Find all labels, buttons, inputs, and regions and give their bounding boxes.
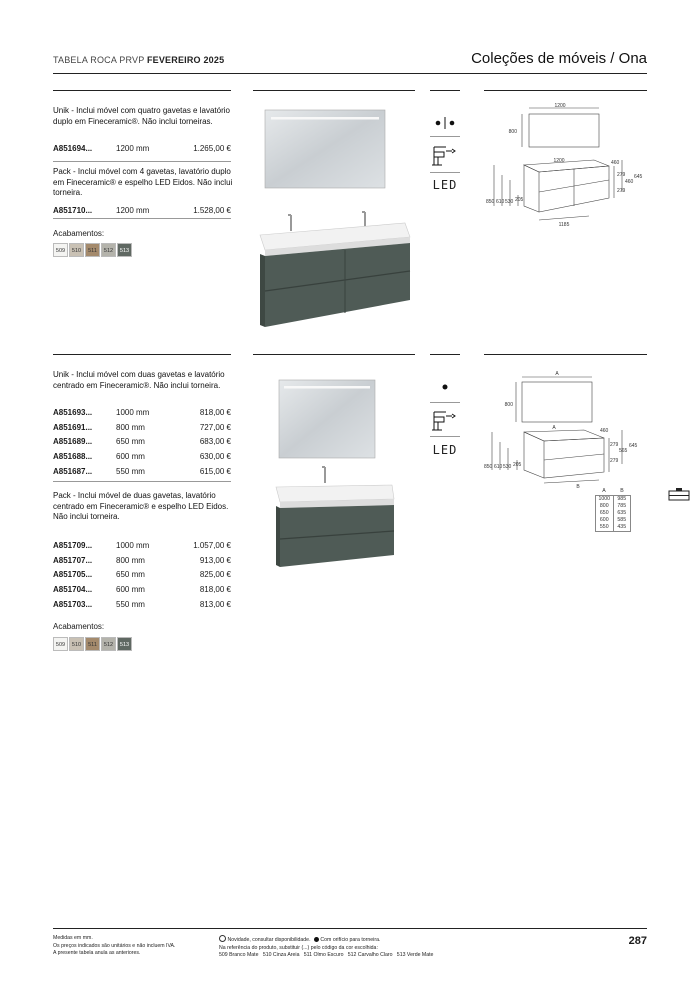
header-catalog-title bbox=[53, 55, 224, 65]
footer-note-1: Medidas em mm. bbox=[53, 935, 93, 941]
finish-swatch-511: 511 bbox=[85, 637, 100, 651]
footer-notes bbox=[53, 935, 175, 958]
s1-divider-photo bbox=[253, 90, 415, 91]
dimension-table bbox=[595, 488, 631, 532]
price-row bbox=[53, 144, 231, 154]
product-price: 683,00 € bbox=[199, 437, 231, 447]
product-code: A851705... bbox=[53, 570, 93, 580]
legend-color-codes: 509 Branco Mate 510 Cinza Areia 511 Olmo Escuro 512 Carvalho Claro 513 Verde Mate bbox=[219, 952, 434, 958]
product-price: 825,00 € bbox=[199, 570, 231, 580]
product-size: 650 mm bbox=[116, 570, 145, 580]
s2-divider-text bbox=[53, 354, 231, 355]
product-size: 800 mm bbox=[116, 422, 145, 432]
page-number: 287 bbox=[628, 935, 647, 947]
dim-h4: 205 bbox=[515, 197, 524, 203]
header-title-date: FEVEREIRO 2025 bbox=[146, 55, 225, 65]
faucet-hole-icon bbox=[314, 937, 319, 942]
product-size: 1200 mm bbox=[116, 144, 150, 153]
s1-product-photo bbox=[255, 105, 415, 335]
product-code: A851688... bbox=[53, 452, 93, 462]
legend-new: Novidade, consultar disponibilidade. bbox=[227, 937, 311, 943]
header-divider bbox=[53, 73, 647, 74]
product-price: 1.057,00 € bbox=[193, 541, 231, 550]
s2-finish-swatches bbox=[53, 637, 133, 651]
dim-s2: 645 bbox=[634, 174, 643, 180]
faucet-left bbox=[288, 215, 291, 231]
two-holes-icon bbox=[430, 112, 460, 137]
table-cell: 635 bbox=[617, 510, 627, 516]
finish-swatch-513: 513 bbox=[117, 637, 132, 651]
table-row bbox=[596, 496, 630, 503]
product-size: 550 mm bbox=[116, 466, 145, 476]
table-cell: 435 bbox=[617, 524, 627, 530]
s2-product-photo bbox=[270, 375, 400, 585]
price-row bbox=[53, 556, 231, 566]
footer-legend bbox=[219, 935, 549, 960]
table-row bbox=[596, 503, 630, 510]
finish-swatch-513: 513 bbox=[117, 243, 132, 257]
s1-row-divider bbox=[53, 161, 231, 162]
price-row bbox=[53, 408, 231, 418]
dim-s4: 279 bbox=[610, 458, 619, 464]
price-row bbox=[53, 423, 231, 433]
footer-note-2: Os preços indicados são unitários e não incluem IVA. bbox=[53, 942, 176, 949]
product-code: A851694... bbox=[53, 144, 93, 153]
product-price: 615,00 € bbox=[199, 466, 231, 476]
footer-divider bbox=[53, 928, 647, 929]
wall-mount-icon bbox=[430, 408, 460, 439]
dim-mirror-width: 1200 bbox=[554, 103, 566, 109]
product-size: 1000 mm bbox=[116, 541, 150, 550]
s2-divider-photo bbox=[253, 354, 415, 355]
product-size: 800 mm bbox=[116, 555, 145, 565]
washbasin bbox=[276, 485, 394, 502]
price-row bbox=[53, 585, 231, 595]
dim-h1: 850 bbox=[484, 464, 493, 470]
dim-inner: 1185 bbox=[558, 222, 570, 228]
footer-note-3: A presente tabela anula as anteriores. bbox=[53, 950, 141, 956]
dim-s3: 460 bbox=[625, 179, 634, 185]
product-code: A851693... bbox=[53, 408, 93, 417]
dim-h4: 205 bbox=[513, 462, 522, 468]
dim-h2: 610 bbox=[494, 464, 503, 470]
s1-row-divider-2 bbox=[53, 218, 231, 219]
dim-h3: 530 bbox=[503, 464, 512, 470]
table-cell: 785 bbox=[617, 503, 627, 509]
finish-swatch-511: 511 bbox=[85, 243, 100, 257]
s2-divider-icons bbox=[430, 354, 460, 355]
product-size: 600 mm bbox=[116, 585, 145, 595]
product-code: A851704... bbox=[53, 585, 93, 595]
product-price: 727,00 € bbox=[199, 422, 231, 432]
price-row bbox=[53, 437, 231, 447]
dim-b: B bbox=[576, 484, 580, 490]
dim-depth: 460 bbox=[611, 160, 620, 166]
finish-swatch-512: 512 bbox=[101, 637, 116, 651]
furniture-tab-icon bbox=[668, 486, 690, 504]
product-size: 550 mm bbox=[116, 599, 145, 609]
product-size: 650 mm bbox=[116, 437, 145, 447]
product-price: 813,00 € bbox=[199, 599, 231, 609]
vanity-cabinet bbox=[265, 243, 410, 327]
dim-h2: 610 bbox=[496, 199, 505, 205]
price-row bbox=[53, 452, 231, 462]
drawing-mirror bbox=[529, 114, 599, 147]
price-row bbox=[53, 467, 231, 477]
page-title: Coleções de móveis / Ona bbox=[471, 50, 647, 67]
header-title-plain: TABELA ROCA PRVP bbox=[53, 55, 147, 65]
s1-divider-icons bbox=[430, 90, 460, 91]
new-item-icon bbox=[219, 935, 226, 942]
table-row bbox=[596, 517, 630, 524]
s1-unik-description: Unik - Inclui móvel com quatro gavetas e lavatório duplo em Fineceramic®. Não inclui torneiras. bbox=[53, 106, 230, 126]
led-icon: LED bbox=[432, 178, 458, 192]
dim-s1: 279 bbox=[617, 172, 626, 178]
wall-mount-icon bbox=[430, 143, 460, 174]
legend-faucet-hole: Com orifício para torneira. bbox=[320, 937, 381, 943]
s2-pack-description: Pack - Inclui móvel de duas gavetas, lavatório centrado em Fineceramic® e espelho LED Eidos. Não inclui torneira. bbox=[53, 491, 229, 521]
table-cell: 600 bbox=[596, 517, 614, 524]
table-header-cell: A bbox=[602, 488, 606, 494]
finish-swatch-512: 512 bbox=[101, 243, 116, 257]
mirror bbox=[279, 380, 375, 458]
price-row bbox=[53, 206, 231, 216]
product-code: A851689... bbox=[53, 437, 93, 447]
dim-s4: 279 bbox=[617, 188, 626, 194]
product-size: 1200 mm bbox=[116, 206, 150, 215]
table-cell: 550 bbox=[596, 524, 614, 531]
product-code: A851710... bbox=[53, 206, 93, 215]
dim-h1: 850 bbox=[486, 199, 495, 205]
product-price: 1.265,00 € bbox=[193, 144, 231, 153]
product-code: A851707... bbox=[53, 555, 93, 565]
dim-h3: 530 bbox=[505, 199, 514, 205]
product-size: 600 mm bbox=[116, 452, 145, 462]
product-price: 630,00 € bbox=[199, 452, 231, 462]
led-strip bbox=[284, 386, 370, 389]
s1-finish-swatches bbox=[53, 243, 133, 257]
legend-substitute: Na referência do produto, substituir (...) pelo código da cor escolhida: bbox=[219, 944, 378, 951]
table-cell: 650 bbox=[596, 510, 614, 517]
s2-unik-description: Unik - Inclui móvel com duas gavetas e lavatório centrado em Fineceramic®. Não inclui torneira. bbox=[53, 370, 225, 390]
vanity-cabinet bbox=[280, 505, 394, 567]
table-row bbox=[596, 510, 630, 517]
table-cell: 1000 bbox=[596, 496, 614, 503]
product-code: A851691... bbox=[53, 422, 93, 432]
faucet bbox=[322, 467, 325, 483]
s2-finishes-label: Acabamentos: bbox=[53, 622, 105, 631]
finish-swatch-510: 510 bbox=[69, 243, 84, 257]
s1-pack-description: Pack - Inclui móvel com 4 gavetas, lavatório duplo em Fineceramic® e espelho LED Eidos. Não inclui torneira. bbox=[53, 167, 233, 197]
finish-swatch-509: 509 bbox=[53, 243, 68, 257]
dim-mirror-height: 800 bbox=[504, 402, 513, 408]
s2-row-divider bbox=[53, 481, 231, 482]
s2-divider-drawing bbox=[484, 354, 647, 355]
product-code: A851703... bbox=[53, 599, 93, 609]
price-row bbox=[53, 570, 231, 580]
product-price: 913,00 € bbox=[199, 555, 231, 565]
price-row bbox=[53, 600, 231, 610]
dimension-table-body bbox=[595, 495, 631, 532]
dim-s1: 279 bbox=[610, 442, 619, 448]
product-code: A851709... bbox=[53, 541, 93, 550]
table-cell: 800 bbox=[596, 503, 614, 510]
table-cell: 585 bbox=[617, 517, 627, 523]
one-hole-icon bbox=[430, 376, 460, 401]
s1-finishes-label: Acabamentos: bbox=[53, 229, 105, 238]
dim-s3: 565 bbox=[619, 448, 628, 454]
led-icon: LED bbox=[432, 443, 458, 457]
mirror bbox=[265, 110, 385, 188]
table-row bbox=[596, 524, 630, 531]
dim-a-mid: A bbox=[552, 425, 556, 431]
dim-top-width: 1200 bbox=[553, 158, 565, 164]
product-price: 818,00 € bbox=[199, 585, 231, 595]
product-price: 818,00 € bbox=[199, 408, 231, 417]
finish-swatch-510: 510 bbox=[69, 637, 84, 651]
product-size: 1000 mm bbox=[116, 408, 150, 417]
price-row bbox=[53, 541, 231, 551]
table-header-cell: B bbox=[620, 488, 624, 494]
s1-technical-drawing bbox=[484, 100, 649, 235]
dim-mirror-height: 800 bbox=[508, 129, 517, 135]
led-strip bbox=[271, 117, 379, 120]
finish-swatch-509: 509 bbox=[53, 637, 68, 651]
dim-depth: 460 bbox=[600, 428, 609, 434]
dim-s2: 645 bbox=[629, 443, 638, 449]
table-cell: 985 bbox=[617, 496, 627, 502]
dim-a-top: A bbox=[555, 371, 559, 377]
product-price: 1.528,00 € bbox=[193, 206, 231, 215]
product-code: A851687... bbox=[53, 466, 93, 476]
dimension-table-header bbox=[595, 488, 631, 495]
s1-divider-drawing bbox=[484, 90, 647, 91]
s1-divider-text bbox=[53, 90, 231, 91]
